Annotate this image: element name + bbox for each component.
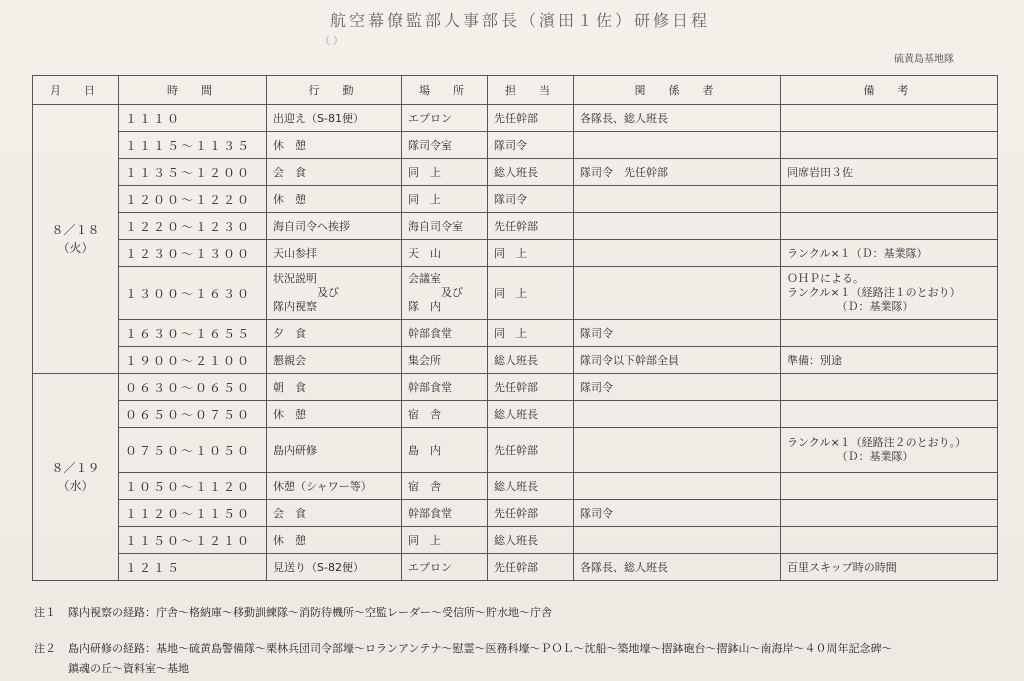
- place-cell: 天 山: [402, 240, 488, 267]
- col-header-date: 月 日: [33, 76, 119, 105]
- col-header-charge: 担 当: [488, 76, 574, 105]
- time-cell: １１２０～１１５０: [119, 500, 267, 527]
- place-cell: 同 上: [402, 186, 488, 213]
- action-cell: 島内研修: [267, 428, 402, 473]
- charge-cell: 総人班長: [488, 527, 574, 554]
- place-cell: 島 内: [402, 428, 488, 473]
- related-cell: [574, 401, 781, 428]
- action-cell: 夕 食: [267, 320, 402, 347]
- col-header-related: 関 係 者: [574, 76, 781, 105]
- date-text: ８／１９: [51, 461, 100, 475]
- note-cell: [781, 320, 998, 347]
- action-cell: 状況説明 及び 隊内視察: [267, 267, 402, 320]
- charge-cell: 総人班長: [488, 473, 574, 500]
- note-cell: 同席岩田３佐: [781, 159, 998, 186]
- table-header-row: [33, 76, 998, 105]
- table-row: [33, 132, 998, 159]
- charge-cell: 先任幹部: [488, 105, 574, 132]
- note-cell: [781, 105, 998, 132]
- action-cell: 会 食: [267, 159, 402, 186]
- charge-cell: 同 上: [488, 267, 574, 320]
- note-text: 隊内視察の経路：庁舎～格納庫～移動訓練隊～消防待機所～空監レーダー～受信所～貯水地～庁舎: [68, 606, 552, 619]
- charge-cell: 先任幹部: [488, 374, 574, 401]
- related-cell: 各隊長、総人班長: [574, 554, 781, 581]
- time-cell: １２２０～１２３０: [119, 213, 267, 240]
- date-cell: [33, 105, 119, 374]
- table-row: [33, 267, 998, 320]
- related-cell: 隊司令: [574, 374, 781, 401]
- table-row: [33, 240, 998, 267]
- place-cell: 隊司令室: [402, 132, 488, 159]
- note-text: 鎮魂の丘～資料室～基地: [68, 662, 189, 675]
- place-cell: 同 上: [402, 159, 488, 186]
- action-cell: 休 憩: [267, 401, 402, 428]
- charge-cell: 先任幹部: [488, 213, 574, 240]
- note-2-continued: [34, 660, 189, 676]
- date-cell: [33, 374, 119, 581]
- note-cell: ランクル×１（Ｄ：基業隊）: [781, 240, 998, 267]
- action-cell: 会 食: [267, 500, 402, 527]
- related-cell: [574, 267, 781, 320]
- note-cell: 準備：別途: [781, 347, 998, 374]
- charge-cell: 同 上: [488, 240, 574, 267]
- time-cell: ０６３０～０６５０: [119, 374, 267, 401]
- table-row: [33, 428, 998, 473]
- note-cell: ランクル×１（経路注２のとおり。） （Ｄ：基業隊）: [781, 428, 998, 473]
- charge-cell: 同 上: [488, 320, 574, 347]
- table-row: [33, 527, 998, 554]
- charge-cell: 総人班長: [488, 159, 574, 186]
- related-cell: [574, 240, 781, 267]
- table-row: [33, 374, 998, 401]
- note-label: 注２: [34, 642, 56, 655]
- table-row: [33, 554, 998, 581]
- action-cell: 朝 食: [267, 374, 402, 401]
- note-cell: [781, 186, 998, 213]
- weekday-text: （火）: [57, 241, 94, 255]
- table-row: [33, 213, 998, 240]
- col-header-action: 行 動: [267, 76, 402, 105]
- related-cell: [574, 527, 781, 554]
- action-cell: 休憩（シャワー等）: [267, 473, 402, 500]
- related-cell: 隊司令: [574, 320, 781, 347]
- place-cell: 幹部食堂: [402, 320, 488, 347]
- charge-cell: 総人班長: [488, 347, 574, 374]
- schedule-table: [32, 75, 998, 581]
- time-cell: １２００～１２２０: [119, 186, 267, 213]
- action-cell: 出迎え（S-81便）: [267, 105, 402, 132]
- note-cell: [781, 132, 998, 159]
- charge-cell: 先任幹部: [488, 554, 574, 581]
- note-label: 注１: [34, 606, 56, 619]
- action-cell: 懇親会: [267, 347, 402, 374]
- charge-cell: 隊司令: [488, 132, 574, 159]
- note-cell: [781, 401, 998, 428]
- place-cell: エプロン: [402, 105, 488, 132]
- related-cell: 隊司令: [574, 500, 781, 527]
- related-cell: 各隊長、総人班長: [574, 105, 781, 132]
- note-cell: ＯＨＰによる。 ランクル×１（経路注１のとおり） （Ｄ：基業隊）: [781, 267, 998, 320]
- action-cell: 休 憩: [267, 186, 402, 213]
- charge-cell: 総人班長: [488, 401, 574, 428]
- unit-label: 硫黄島基地隊: [894, 54, 954, 65]
- time-cell: １９００～２１００: [119, 347, 267, 374]
- time-cell: １１１５～１１３５: [119, 132, 267, 159]
- schedule-body: [33, 105, 998, 581]
- related-cell: [574, 428, 781, 473]
- action-cell: 見送り（S-82便）: [267, 554, 402, 581]
- page-subtitle: （ ）: [320, 36, 344, 47]
- table-row: [33, 347, 998, 374]
- place-cell: 同 上: [402, 527, 488, 554]
- note-cell: [781, 213, 998, 240]
- charge-cell: 先任幹部: [488, 500, 574, 527]
- place-cell: 集会所: [402, 347, 488, 374]
- table-row: [33, 186, 998, 213]
- note-cell: 百里スキップ時の時間: [781, 554, 998, 581]
- related-cell: [574, 473, 781, 500]
- col-header-time: 時 間: [119, 76, 267, 105]
- note-text: 島内研修の経路：基地～硫黄島警備隊～栗林兵団司令部壕～ロランアンテナ～慰霊～医務科壕～ＰＯＬ～沈船～築地壕～摺鉢砲台～摺鉢山～南海岸～４０周年記念碑～: [68, 642, 893, 655]
- note-cell: [781, 473, 998, 500]
- table-row: [33, 401, 998, 428]
- place-cell: 会議室 及び 隊 内: [402, 267, 488, 320]
- place-cell: 宿 舎: [402, 473, 488, 500]
- action-cell: 休 憩: [267, 527, 402, 554]
- table-row: [33, 500, 998, 527]
- action-cell: 海自司令へ挨拶: [267, 213, 402, 240]
- note-cell: [781, 527, 998, 554]
- related-cell: 隊司令 先任幹部: [574, 159, 781, 186]
- place-cell: エプロン: [402, 554, 488, 581]
- col-header-note: 備 考: [781, 76, 998, 105]
- note-1: [34, 604, 552, 620]
- charge-cell: 隊司令: [488, 186, 574, 213]
- time-cell: ０６５０～０７５０: [119, 401, 267, 428]
- date-text: ８／１８: [51, 223, 100, 237]
- page-title: 航空幕僚監部人事部長（濱田１佐）研修日程: [329, 11, 710, 30]
- col-header-place: 場 所: [402, 76, 488, 105]
- table-row: [33, 159, 998, 186]
- time-cell: １２１５: [119, 554, 267, 581]
- time-cell: １２３０～１３００: [119, 240, 267, 267]
- related-cell: [574, 186, 781, 213]
- place-cell: 宿 舎: [402, 401, 488, 428]
- weekday-text: （水）: [57, 479, 94, 493]
- related-cell: [574, 132, 781, 159]
- note-cell: [781, 500, 998, 527]
- table-row: [33, 105, 998, 132]
- note-cell: [781, 374, 998, 401]
- time-cell: １１５０～１２１０: [119, 527, 267, 554]
- place-cell: 海自司令室: [402, 213, 488, 240]
- action-cell: 天山参拝: [267, 240, 402, 267]
- table-row: [33, 320, 998, 347]
- related-cell: 隊司令以下幹部全員: [574, 347, 781, 374]
- time-cell: １３００～１６３０: [119, 267, 267, 320]
- charge-cell: 先任幹部: [488, 428, 574, 473]
- place-cell: 幹部食堂: [402, 374, 488, 401]
- time-cell: １１１０: [119, 105, 267, 132]
- related-cell: [574, 213, 781, 240]
- time-cell: １６３０～１６５５: [119, 320, 267, 347]
- time-cell: １１３５～１２００: [119, 159, 267, 186]
- table-row: [33, 473, 998, 500]
- action-cell: 休 憩: [267, 132, 402, 159]
- note-2: [34, 640, 893, 656]
- time-cell: １０５０～１１２０: [119, 473, 267, 500]
- time-cell: ０７５０～１０５０: [119, 428, 267, 473]
- place-cell: 幹部食堂: [402, 500, 488, 527]
